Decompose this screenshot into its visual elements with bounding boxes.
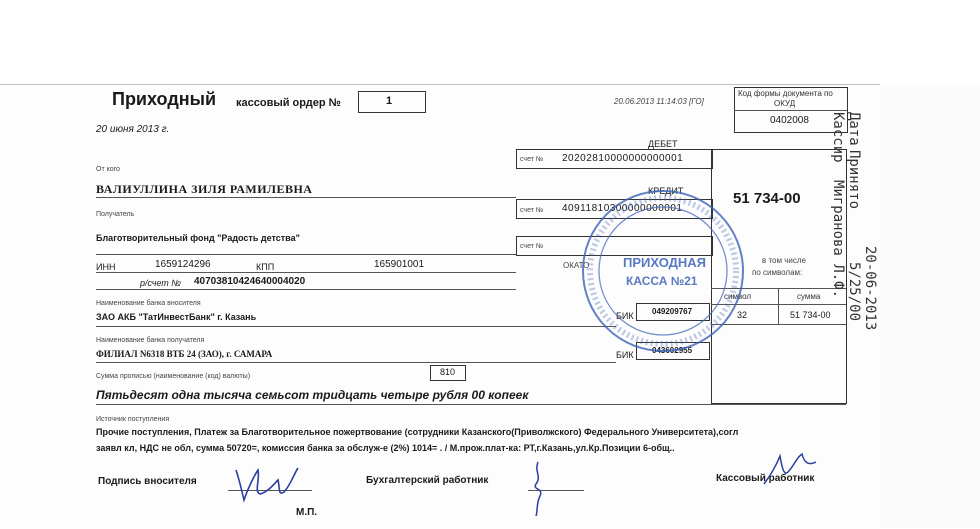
debit-account: 20202810000000000001 <box>562 153 684 164</box>
okud-caption-1: Код формы документа по <box>738 89 833 98</box>
depositor-signature <box>228 462 308 504</box>
debit-label: ДЕБЕТ <box>648 139 678 149</box>
total-amount: 51 734-00 <box>733 190 801 207</box>
accountant-signature-label: Бухгалтерский работник <box>366 475 489 486</box>
recipient-underline <box>96 254 516 255</box>
side-cashier-name: Мигранова Л.Ф. <box>830 180 846 299</box>
symbol-sum: 51 734-00 <box>790 310 831 320</box>
words-label: Сумма прописью (наименование (код) валюты) <box>96 373 251 380</box>
symbol-column-header: символ <box>724 292 752 301</box>
side-cashier-label: Кассир <box>830 112 846 163</box>
cashier-round-stamp <box>578 186 748 356</box>
including-label-1: в том числе <box>762 256 806 265</box>
recipient-bik: 043602955 <box>652 346 693 355</box>
kpp-label: КПП <box>256 262 275 272</box>
order-number: 1 <box>386 95 393 107</box>
inn-kpp-underline <box>96 272 516 273</box>
third-account-label: счет № <box>520 243 544 250</box>
recipient-bank-underline <box>96 362 616 363</box>
recipient-bank-name: ФИЛИАЛ N6318 ВТБ 24 (ЗАО), г. САМАРА <box>96 349 273 359</box>
sum-column-header: сумма <box>797 292 821 301</box>
payer-bank-underline <box>96 326 616 327</box>
symbol-code: 32 <box>737 310 748 320</box>
stamp-line-1: ПРИХОДНАЯ <box>623 255 707 270</box>
order-date: 20 июня 2013 г. <box>96 124 170 135</box>
credit-account-label: счет № <box>520 207 544 214</box>
words-underline <box>96 404 846 405</box>
rs-label: р/счет № <box>140 278 182 288</box>
cashier-signature-label: Кассовый работник <box>716 473 815 484</box>
kpp-value: 165901001 <box>374 259 425 270</box>
rs-underline <box>96 289 516 290</box>
okato-label: ОКАТО <box>563 261 590 270</box>
side-date: 20-06-2013 <box>862 246 878 331</box>
rs-value: 40703810424640004020 <box>194 276 306 287</box>
recipient-bik-label: БИК <box>616 350 634 360</box>
source-line-2: заявл кл, НДС не обл, сумма 50720=, комиссия банка за обслуж-е (2%) 1014= . / М.прож.плат-ка: РТ,г.Казань,ул.Кр.Позиции 6-общ.. <box>96 443 675 453</box>
debit-account-label: счет № <box>520 156 544 163</box>
payer-name: ВАЛИУЛЛИНА ЗИЛЯ РАМИЛЕВНА <box>96 182 313 196</box>
credit-account: 40911810300000000001 <box>562 203 683 214</box>
depositor-signature-label: Подпись вносителя <box>98 476 197 487</box>
form-title-rest: кассовый ордер № <box>236 97 341 109</box>
accountant-signature <box>524 458 554 520</box>
side-date-label: Дата <box>846 112 862 146</box>
side-code: 5/25/00 <box>846 262 862 322</box>
scan-top-margin <box>0 0 980 84</box>
currency-code: 810 <box>440 367 456 377</box>
payer-bank-label: Наименование банка вносителя <box>96 300 201 307</box>
stamp-line-2: КАССА №21 <box>626 274 698 288</box>
symbol-table-divider <box>778 288 779 324</box>
payer-name-underline <box>96 197 516 198</box>
from-label: От кого <box>96 166 120 173</box>
okud-code: 0402008 <box>770 115 809 126</box>
recipient-name: Благотворительный фонд "Радость детства" <box>96 233 300 243</box>
inn-value: 1659124296 <box>155 259 211 270</box>
recipient-bank-label: Наименование банка получателя <box>96 337 205 344</box>
payer-bik: 049209767 <box>652 307 693 316</box>
form-title: Приходный <box>112 89 217 109</box>
print-timestamp: 20.06.2013 11:14:03 [ГО] <box>614 97 704 106</box>
source-line-1: Прочие поступления, Платеж за Благотворительное пожертвование (сотрудники Казанского(Приволжского) Федерального Университета),согл <box>96 427 739 437</box>
payer-bank-name: ЗАО АКБ "ТатИнвестБанк" г. Казань <box>96 312 257 322</box>
credit-label: КРЕДИТ <box>648 186 684 196</box>
cashier-signature <box>758 446 822 490</box>
okud-caption-2: ОКУД <box>774 99 796 108</box>
including-label-2: по символам: <box>752 268 803 277</box>
payer-bik-label: БИК <box>616 311 634 321</box>
okud-divider <box>734 110 847 111</box>
source-label: Источник поступления <box>96 416 170 423</box>
side-status: Принято <box>846 150 862 210</box>
recipient-label: Получатель <box>96 211 135 218</box>
amount-in-words: Пятьдесят одна тысяча семьсот тридцать четыре рубля 00 копеек <box>96 388 529 402</box>
seal-place: М.П. <box>296 507 318 518</box>
inn-label: ИНН <box>96 262 116 272</box>
